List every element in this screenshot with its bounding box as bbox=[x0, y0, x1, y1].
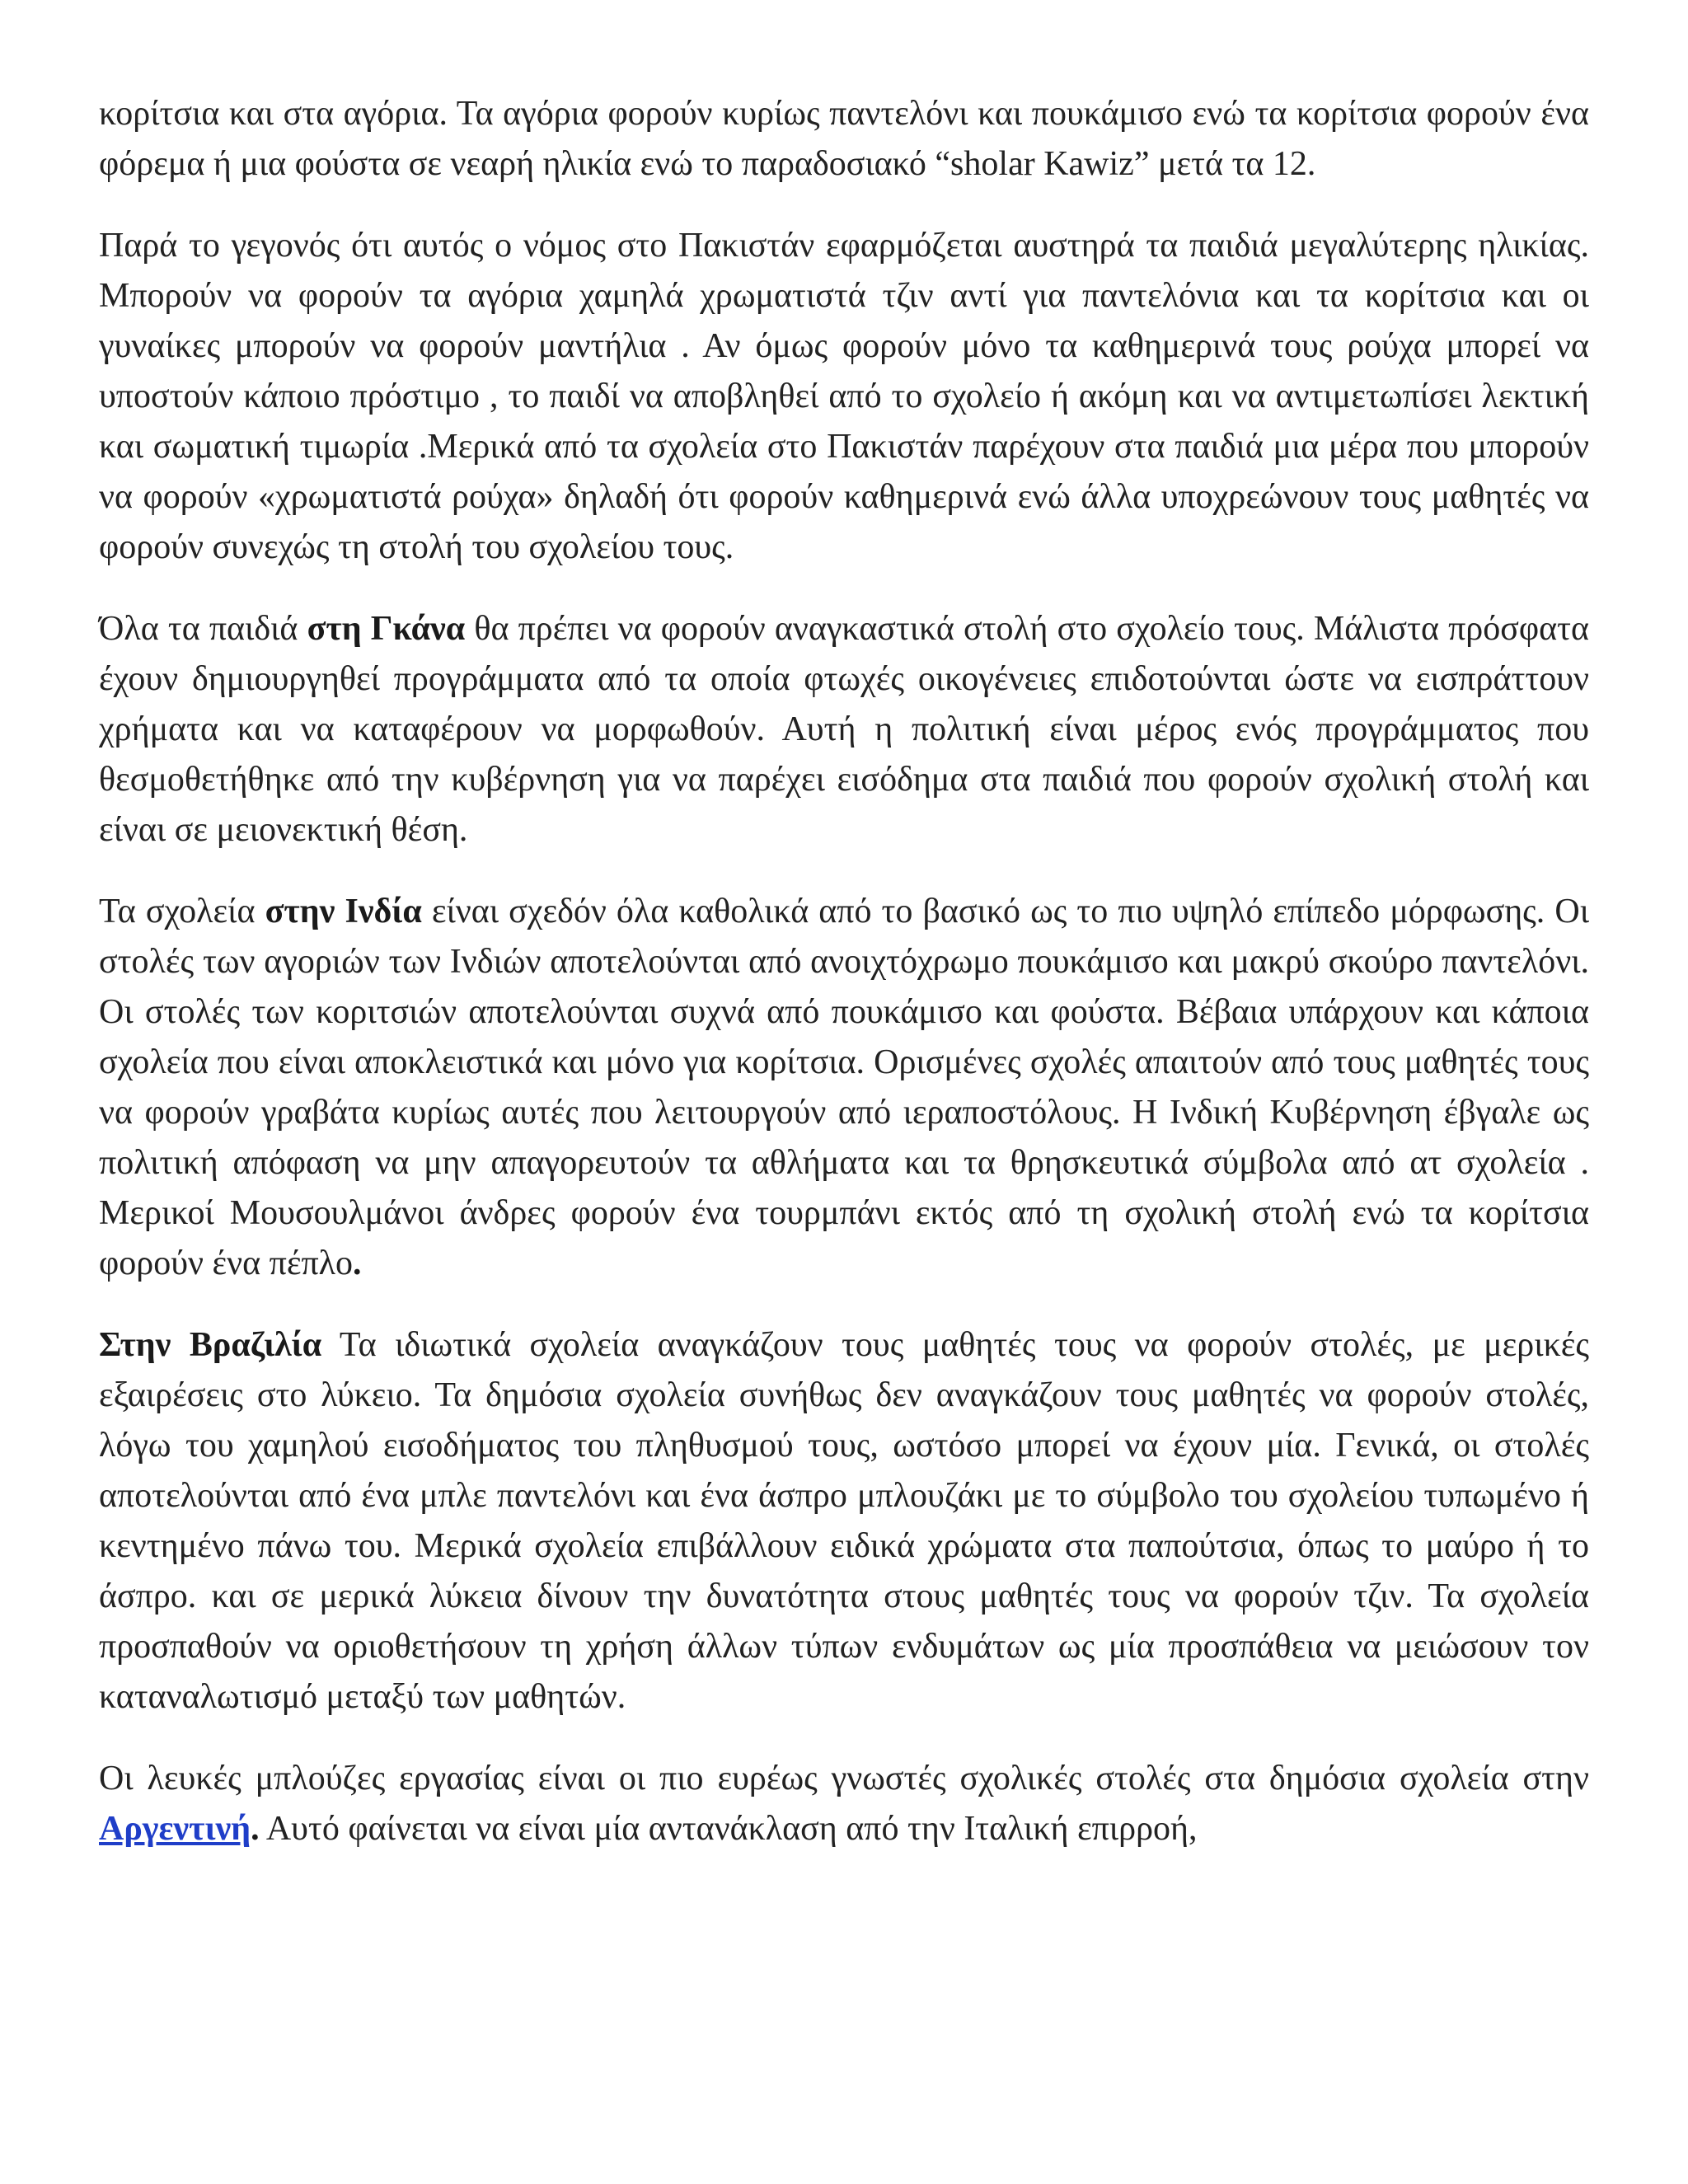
paragraph-text: κορίτσια και στα αγόρια. Τα αγόρια φορούν κυρίως παντελόνι και πουκάμισο ενώ τα κορίτσια φορούν ένα φόρεμα ή μια φούστα σε νεαρή ηλικία ενώ το παραδοσιακό “sholar Kawiz” μετά τα 12. bbox=[99, 95, 1589, 183]
paragraph-argentina bbox=[99, 1754, 1589, 1854]
bold-period: . bbox=[353, 1244, 362, 1282]
country-heading-brazil: Στην Βραζιλία bbox=[99, 1326, 322, 1364]
paragraph-text: Αυτό φαίνεται να είναι μία αντανάκλαση από την Ιταλική επιρροή, bbox=[259, 1810, 1198, 1848]
paragraph-ghana bbox=[99, 604, 1589, 855]
paragraph-pakistan bbox=[99, 221, 1589, 573]
paragraph-text: Όλα τα παιδιά bbox=[99, 610, 307, 648]
country-heading-india: στην Ινδία bbox=[265, 893, 422, 930]
paragraph-uniform-details bbox=[99, 89, 1589, 190]
paragraph-text: Τα σχολεία bbox=[99, 893, 265, 930]
paragraph-text: Παρά το γεγονός ότι αυτός ο νόμος στο Πακιστάν εφαρμόζεται αυστηρά τα παιδιά μεγαλύτερης ηλικίας. Μπορούν να φορούν τα αγόρια χαμηλά χρωματιστά τζιν αντί για παντελόνια και τα κορίτσια και οι γυναίκες μπορούν να φορούν μαντήλια . Αν όμως φορούν μόνο τα καθημερινά τους ρούχα μπορεί να υποστούν κάποιο πρόστιμο , το παιδί να αποβληθεί από το σχολείο ή ακόμη και να αντιμετωπίσει λεκτική και σωματική τιμωρία .Μερικά από τα σχολεία στο Πακιστάν παρέχουν στα παιδιά μια μέρα που μπορούν να φορούν «χρωματιστά ρούχα» δηλαδή ότι φορούν καθημερινά ενώ άλλα υποχρεώνουν τους μαθητές να φορούν συνεχώς τη στολή του σχολείου τους. bbox=[99, 227, 1589, 566]
paragraph-text: είναι σχεδόν όλα καθολικά από το βασικό ως το πιο υψηλό επίπεδο μόρφωσης. Οι στολές των αγοριών των Ινδιών αποτελούνται από ανοιχτόχρωμο πουκάμισο και μακρύ σκούρο παντελόνι. Οι στολές των κοριτσιών αποτελούνται συχνά από πουκάμισο και φούστα. Βέβαια υπάρχουν και κάποια σχολεία που είναι αποκλειστικά και μόνο για κορίτσια. Ορισμένες σχολές απαιτούν από τους μαθητές τους να φορούν γραβάτα κυρίως αυτές που λειτουργούν από ιεραποστόλους. Η Ινδική Κυβέρνηση έβγαλε ως πολιτική απόφαση να μην απαγορευτούν τα αθλήματα και τα θρησκευτικά σύμβολα από ατ σχολεία . Μερικοί Μουσουλμάνοι άνδρες φορούν ένα τουρμπάνι εκτός από τη σχολική στολή ενώ τα κορίτσια φορούν ένα πέπλο bbox=[99, 893, 1589, 1282]
paragraph-text: θα πρέπει να φορούν αναγκαστικά στολή στο σχολείο τους. Μάλιστα πρόσφατα έχουν δημιουργηθεί προγράμματα από τα οποία φτωχές οικογένειες επιδοτούνται ώστε να εισπράττουν χρήματα και να καταφέρουν να μορφωθούν. Αυτή η πολιτική είναι μέρος ενός προγράμματος που θεσμοθετήθηκε από την κυβέρνηση για να παρέχει εισόδημα στα παιδιά που φορούν σχολική στολή και είναι σε μειονεκτική θέση. bbox=[99, 610, 1589, 849]
paragraph-india bbox=[99, 887, 1589, 1289]
paragraph-brazil bbox=[99, 1320, 1589, 1722]
document-page bbox=[99, 89, 1589, 1886]
paragraph-text: Τα ιδιωτικά σχολεία αναγκάζουν τους μαθητές τους να φορούν στολές, με μερικές εξαιρέσεις στο λύκειο. Τα δημόσια σχολεία συνήθως δεν αναγκάζουν τους μαθητές να φορούν στολές, λόγω του χαμηλού εισοδήματος του πληθυσμού τους, ωστόσο μπορεί να έχουν μία. Γενικά, οι στολές αποτελούνται από ένα μπλε παντελόνι και ένα άσπρο μπλουζάκι με το σύμβολο του σχολείου τυπωμένο ή κεντημένο πάνω του. Μερικά σχολεία επιβάλλουν ειδικά χρώματα στα παπούτσια, όπως το μαύρο ή το άσπρο. και σε μερικά λύκεια δίνουν την δυνατότητα στους μαθητές τους να φορούν τζιν. Τα σχολεία προσπαθούν να οριοθετήσουν τη χρήση άλλων τύπων ενδυμάτων ως μία προσπάθεια να μειώσουν τον καταναλωτισμό μεταξύ των μαθητών. bbox=[99, 1326, 1589, 1716]
argentina-link[interactable]: Αργεντινή bbox=[99, 1810, 251, 1848]
country-heading-ghana: στη Γκάνα bbox=[307, 610, 466, 648]
bold-period: . bbox=[251, 1810, 260, 1848]
paragraph-text: Οι λευκές μπλούζες εργασίας είναι οι πιο ευρέως γνωστές σχολικές στολές στα δημόσια σχολεία στην bbox=[99, 1760, 1589, 1797]
